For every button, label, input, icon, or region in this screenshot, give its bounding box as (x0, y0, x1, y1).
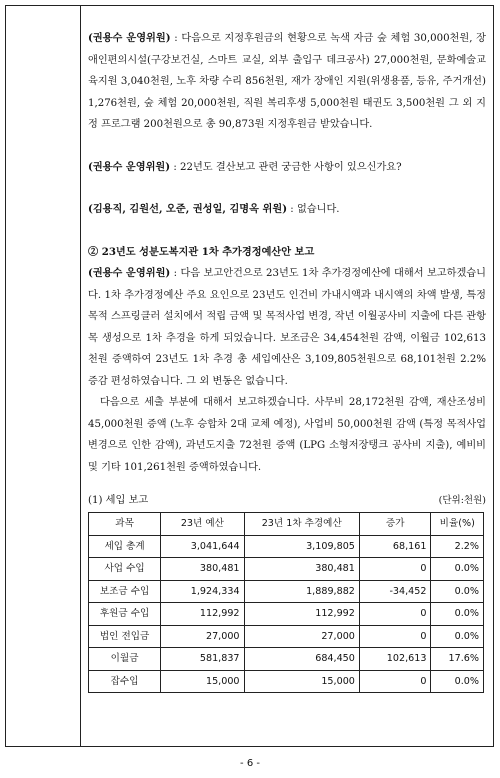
table-cell: 법인 전입금 (89, 625, 161, 648)
table-cell: 0.0% (431, 670, 484, 693)
table-cell: 684,450 (244, 648, 359, 671)
table-cell: 27,000 (244, 625, 359, 648)
minutes-content (88, 28, 486, 693)
left-gutter-divider (80, 5, 81, 747)
speaker-label: (김용직, 김원선, 오준, 권성일, 김명옥 위원) (88, 203, 288, 215)
table-cell: 0 (359, 603, 431, 626)
table-cell: 잡수입 (89, 670, 161, 693)
paragraph-text: : 다음으로 지정후원금의 현황으로 녹색 자금 숲 체험 30,000천원, 장애인편의시설(구강보건실, 스마트 교실, 외부 출입구 데크공사) 27,000천원, 문화예술교육지원 3,040천원, 노후 차량 수리 856천원, 재가 장애인 지원(위생용품, 등유, 주거개선) 1,276천원, 숲 체험 20,000천원, 직원 복리후생 5,000천원 태권도 3,500천원 그 외 지정 프로그램 200천원으로 총 90,873원 지정후원금 받았습니다. (88, 33, 487, 130)
revenue-table (88, 512, 484, 693)
header-cell: 비율(%) (431, 513, 484, 536)
header-cell: 23년 예산 (161, 513, 244, 536)
table-cell: 112,992 (244, 603, 359, 626)
table-row (89, 670, 484, 693)
table-cell: 1,924,334 (161, 580, 244, 603)
table-caption-row (88, 494, 486, 508)
table-cell: 15,000 (244, 670, 359, 693)
paragraph-question (88, 157, 486, 179)
table-cell: 3,041,644 (161, 535, 244, 558)
paragraph-text: : 다음 보고안건으로 23년도 1차 추가경정예산에 대해서 보고하겠습니다. 1차 추가경정예산 주요 요인으로 23년도 인건비 가내시액과 내시액의 차액 발생, 특정 목적 스프링클러 설치에서 적립 금액 및 목적사업 변경, 작년 이월공사비 지출에 다른 관항목 생성으로 1차 추경을 하게 되었습니다. 보조금은 34,454천원 감액, 이월금 102,613천원 증액하여 23년도 1차 추경 총 세입예산은 3,109,805천원으로 68,101천원 2.2% 증감 편성하였습니다. 그 외 변동은 없습니다. (88, 268, 486, 387)
table-cell: 0.0% (431, 625, 484, 648)
table-cell: 15,000 (161, 670, 244, 693)
table-row (89, 558, 484, 581)
table-cell: 0.0% (431, 558, 484, 581)
table-cell: 112,992 (161, 603, 244, 626)
table-cell: 0 (359, 670, 431, 693)
table-cell: 세입 총계 (89, 535, 161, 558)
header-cell: 과목 (89, 513, 161, 536)
table-unit: (단위:천원) (438, 495, 486, 506)
table-cell: 보조금 수입 (89, 580, 161, 603)
table-cell: 27,000 (161, 625, 244, 648)
speaker-label: (권용수 운영위원) (88, 160, 171, 173)
paragraph-text: : 22년도 결산보고 관련 궁금한 사항이 있으신가요? (170, 161, 402, 173)
table-cell: 0.0% (431, 580, 484, 603)
table-cell: 2.2% (431, 535, 484, 558)
table-header-row (89, 513, 484, 536)
table-row (89, 648, 484, 671)
table-cell: 1,889,882 (244, 580, 359, 603)
table-cell: 0 (359, 625, 431, 648)
table-cell: 사업 수입 (89, 558, 161, 581)
table-cell: 3,109,805 (244, 535, 359, 558)
table-cell: 102,613 (359, 648, 431, 671)
table-cell: 0 (359, 558, 431, 581)
table-cell: 17.6% (431, 648, 484, 671)
table-row (89, 535, 484, 558)
speaker-label: (권용수 운영위원) (88, 32, 171, 44)
paragraph-answer (88, 199, 486, 221)
table-row (89, 580, 484, 603)
table-cell: 0.0% (431, 603, 484, 626)
table-caption: (1) 세입 보고 (88, 495, 149, 506)
table-cell: 68,161 (359, 535, 431, 558)
paragraph-designated-donations (88, 28, 486, 136)
paragraph-text: : 없습니다. (287, 204, 340, 215)
header-cell: 증가 (359, 513, 431, 536)
table-row (89, 625, 484, 648)
section-title: ② 23년도 성분도복지관 1차 추가경정예산안 보고 (88, 245, 315, 258)
speaker-label: (권용수 운영위원) (88, 267, 171, 279)
header-cell: 23년 1차 추경예산 (244, 513, 359, 536)
table-cell: 380,481 (161, 558, 244, 581)
table-cell: 후원금 수입 (89, 603, 161, 626)
table-cell: 581,837 (161, 648, 244, 671)
paragraph-expenditure: 다음으로 세출 부분에 대해서 보고하겠습니다. 사무비 28,172천원 감액, 재산조성비 45,000천원 증액 (노후 승합차 2대 교체 예정), 사업비 50,000천원 감액 (특정 목적사업 변경으로 인한 감액), 과년도지출 72천원 증액 (LPG 소형저장탱크 공사비 지출), 예비비 및 기타 101,261천원 증액하였습니다. (88, 397, 486, 473)
table-cell: 이월금 (89, 648, 161, 671)
table-cell: -34,452 (359, 580, 431, 603)
page-number: - 6 - (240, 758, 260, 769)
table-row (89, 603, 484, 626)
paragraph-budget-report (88, 263, 486, 392)
table-cell: 380,481 (244, 558, 359, 581)
